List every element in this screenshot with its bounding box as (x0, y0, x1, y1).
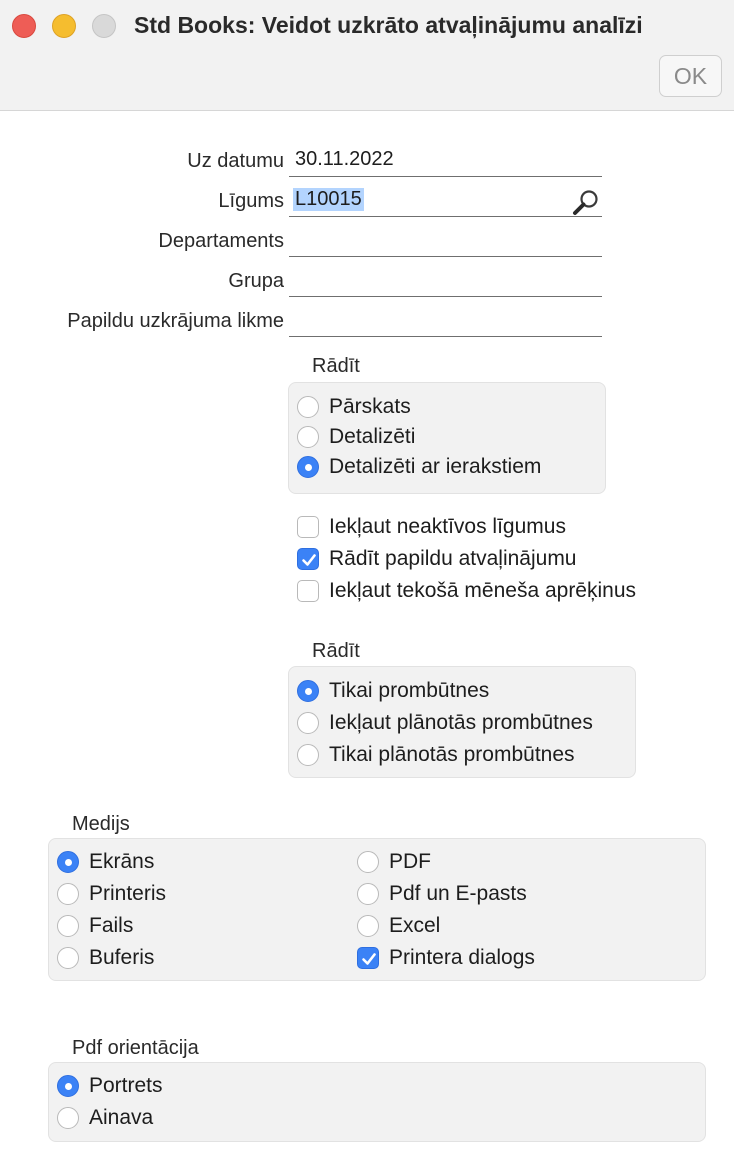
date-value: 30.11.2022 (295, 148, 394, 170)
checkbox-checked-icon (357, 947, 379, 969)
radio-icon (297, 744, 319, 766)
absence-option-include-planned[interactable]: Iekļaut plānotās prombūtnes (297, 709, 593, 737)
radio-icon (357, 915, 379, 937)
include-current-month-checkbox[interactable]: Iekļaut tekošā mēneša aprēķinus (297, 577, 636, 605)
extra-rate-label: Papildu uzkrājuma likme (67, 310, 284, 332)
media-option-clipboard[interactable]: Buferis (57, 944, 154, 972)
show-option-detailed[interactable]: Detalizēti (297, 423, 415, 451)
radio-icon (357, 851, 379, 873)
radio-icon (297, 426, 319, 448)
media-option-pdf[interactable]: PDF (357, 848, 431, 876)
orientation-option-landscape[interactable]: Ainava (57, 1104, 153, 1132)
media-option-file[interactable]: Fails (57, 912, 133, 940)
minimize-window-button[interactable] (52, 14, 76, 38)
absence-option-planned-only[interactable]: Tikai plānotās prombūtnes (297, 741, 575, 769)
absence-group-title: Rādīt (312, 640, 360, 662)
window-title: Std Books: Veidot uzkrāto atvaļinājumu analīzi (134, 12, 643, 38)
radio-icon (357, 883, 379, 905)
magnifier-icon[interactable] (570, 187, 602, 217)
date-label: Uz datumu (187, 150, 284, 172)
pdf-orientation-title: Pdf orientācija (72, 1037, 199, 1059)
absence-option-only[interactable]: Tikai prombūtnes (297, 677, 489, 705)
contract-field[interactable] (289, 187, 602, 217)
checkbox-icon (297, 516, 319, 538)
radio-selected-icon (57, 1075, 79, 1097)
include-inactive-checkbox[interactable]: Iekļaut neaktīvos līgumus (297, 513, 566, 541)
department-field[interactable] (289, 227, 602, 257)
contract-label: Līgums (218, 190, 284, 212)
window-titlebar (0, 0, 734, 111)
media-option-pdf-email[interactable]: Pdf un E-pasts (357, 880, 527, 908)
extra-rate-field[interactable] (289, 307, 602, 337)
ok-button[interactable]: OK (659, 55, 722, 97)
media-option-excel[interactable]: Excel (357, 912, 440, 940)
radio-icon (297, 396, 319, 418)
checkmark-icon (358, 948, 380, 970)
group-field[interactable] (289, 267, 602, 297)
checkmark-icon (298, 549, 320, 571)
date-field[interactable] (289, 147, 602, 177)
orientation-option-portrait[interactable]: Portrets (57, 1072, 163, 1100)
checkbox-icon (297, 580, 319, 602)
radio-icon (297, 712, 319, 734)
radio-icon (57, 915, 79, 937)
department-label: Departaments (158, 230, 284, 252)
contract-value: L10015 (295, 188, 362, 210)
show-option-overview[interactable]: Pārskats (297, 393, 411, 421)
radio-icon (57, 947, 79, 969)
radio-selected-icon (297, 456, 319, 478)
media-group-title: Medijs (72, 813, 130, 835)
radio-selected-icon (57, 851, 79, 873)
radio-icon (57, 883, 79, 905)
printer-dialog-checkbox[interactable]: Printera dialogs (357, 944, 535, 972)
show-group-title: Rādīt (312, 355, 360, 377)
media-option-screen[interactable]: Ekrāns (57, 848, 154, 876)
media-option-printer[interactable]: Printeris (57, 880, 166, 908)
checkbox-checked-icon (297, 548, 319, 570)
close-window-button[interactable] (12, 14, 36, 38)
radio-icon (57, 1107, 79, 1129)
show-extra-leave-checkbox[interactable]: Rādīt papildu atvaļinājumu (297, 545, 577, 573)
group-label: Grupa (228, 270, 284, 292)
zoom-window-button[interactable] (92, 14, 116, 38)
radio-selected-icon (297, 680, 319, 702)
show-option-detailed-entries[interactable]: Detalizēti ar ierakstiem (297, 453, 541, 481)
